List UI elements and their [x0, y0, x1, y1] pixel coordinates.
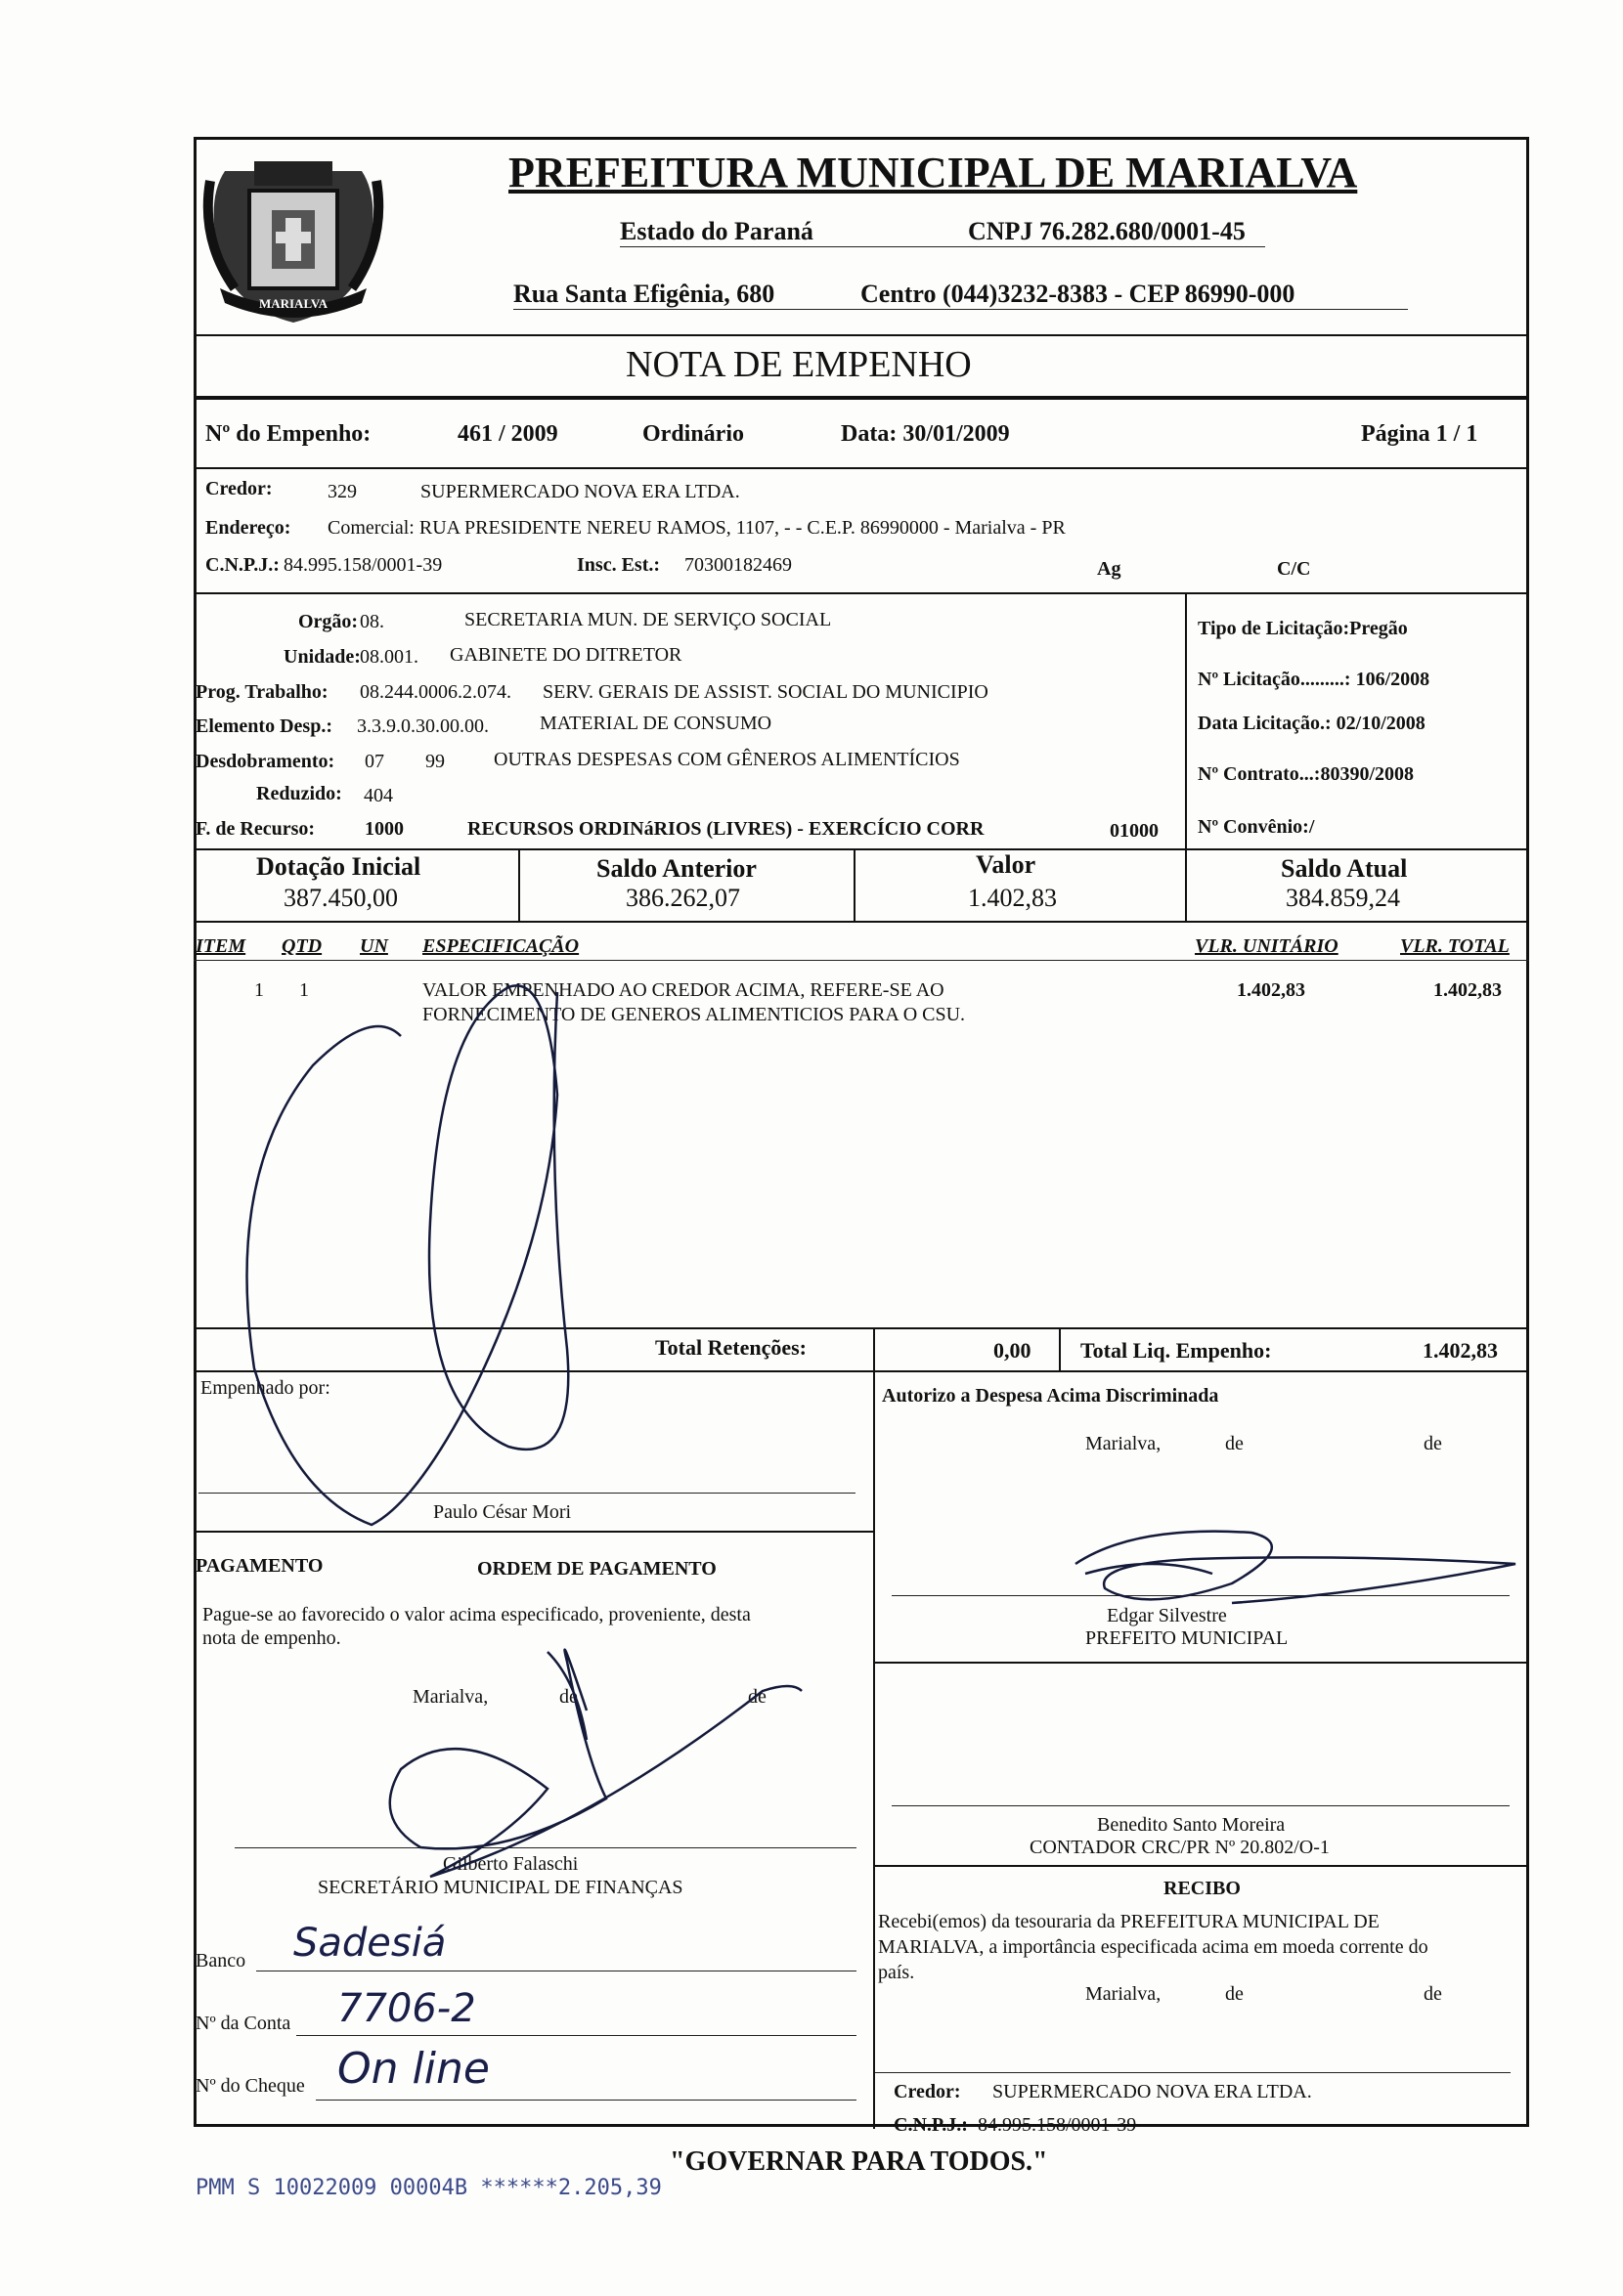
cheque-handwritten: On line	[337, 2044, 490, 2094]
dotacao-inicial-value: 387.450,00	[284, 884, 398, 912]
pagamento-text-line1: Pague-se ao favorecido o valor acima especificado, proveniente, desta	[202, 1604, 751, 1625]
credor-code: 329	[328, 481, 357, 502]
conta-handwritten: 7706-2	[337, 1986, 476, 2031]
divider	[518, 848, 520, 921]
cc-label: C/C	[1277, 558, 1311, 580]
conta-label: Nº da Conta	[196, 2013, 291, 2034]
elemento-code: 3.3.9.0.30.00.00.	[357, 715, 489, 737]
total-liquido-value: 1.402,83	[1423, 1338, 1498, 1363]
divider	[873, 1662, 1529, 1664]
total-retencoes-label: Total Retenções:	[655, 1335, 807, 1360]
payment-stamp: PMM S 10022009 00004B ******2.205,39	[196, 2176, 662, 2200]
banco-label: Banco	[196, 1950, 246, 1971]
valor-label: Valor	[976, 850, 1036, 879]
col-header-qtd: QTD	[282, 935, 323, 957]
col-header-vlr-unitario: VLR. UNITÁRIO	[1195, 935, 1338, 957]
recurso-code: 1000	[365, 818, 404, 840]
signature-line	[892, 1805, 1510, 1806]
reduzido-value: 404	[364, 785, 393, 806]
autorizo-de1: de	[1225, 1433, 1244, 1454]
licitacao-tipo: Tipo de Licitação:Pregão	[1198, 618, 1408, 639]
divider	[1059, 1327, 1061, 1370]
empenhado-por-name: Paulo César Mori	[433, 1501, 572, 1523]
cheque-label: Nº do Cheque	[196, 2075, 305, 2097]
recibo-de1: de	[1225, 1983, 1244, 2005]
saldo-anterior-label: Saldo Anterior	[596, 854, 757, 883]
total-retencoes-value: 0,00	[993, 1338, 1031, 1363]
item-desc-line2: FORNECIMENTO DE GENEROS ALIMENTICIOS PARA O CSU.	[422, 1004, 966, 1025]
state-name: Estado do Paraná	[620, 217, 813, 245]
signature-line	[875, 2072, 1511, 2073]
empenho-label: Nº do Empenho:	[205, 421, 372, 447]
contador-name: Benedito Santo Moreira	[1097, 1814, 1286, 1836]
reduzido-label: Reduzido:	[256, 783, 342, 804]
desdobramento-name: OUTRAS DESPESAS COM GÊNEROS ALIMENTÍCIOS	[494, 749, 960, 770]
contrato-numero: Nº Contrato...:80390/2008	[1198, 763, 1415, 785]
motto: "GOVERNAR PARA TODOS."	[670, 2146, 1048, 2177]
cnpj-header: CNPJ 76.282.680/0001-45	[968, 217, 1246, 245]
contador-role: CONTADOR CRC/PR Nº 20.802/O-1	[1030, 1837, 1330, 1858]
empenhado-por-label: Empenhado por:	[200, 1377, 330, 1399]
signature-line	[198, 1493, 855, 1494]
pagamento-label: PAGAMENTO	[196, 1555, 324, 1577]
empenho-date: Data: 30/01/2009	[841, 421, 1010, 447]
recibo-credor-label: Credor:	[894, 2081, 961, 2102]
autorizo-de2: de	[1424, 1433, 1442, 1454]
saldo-atual-label: Saldo Atual	[1281, 854, 1408, 883]
divider	[873, 1327, 875, 2129]
licitacao-numero: Nº Licitação.........: 106/2008	[1198, 669, 1430, 690]
address-label: Endereço:	[205, 517, 291, 539]
document-title: NOTA DE EMPENHO	[626, 344, 972, 385]
ie-label: Insc. Est.:	[577, 554, 661, 576]
recibo-credor-name: SUPERMERCADO NOVA ERA LTDA.	[992, 2081, 1312, 2102]
prog-code: 08.244.0006.2.074.	[360, 681, 511, 703]
recibo-text-line1: Recebi(emos) da tesouraria da PREFEITURA MUNICIPAL DE	[878, 1911, 1380, 1932]
cheque-line	[316, 2100, 856, 2101]
recibo-cnpj: 84.995.158/0001-39	[978, 2114, 1137, 2136]
pagamento-city: Marialva,	[413, 1686, 489, 1708]
divider	[1185, 592, 1187, 848]
recibo-cnpj-label: C.N.P.J.:	[894, 2114, 968, 2136]
banco-handwritten: Sadesiá	[293, 1921, 447, 1966]
item-number: 1	[254, 979, 264, 1001]
col-header-un: UN	[360, 935, 388, 957]
divider	[194, 467, 1529, 469]
divider	[194, 334, 1529, 336]
orgao-code: 08.	[360, 611, 384, 632]
signature-line	[892, 1595, 1510, 1596]
prog-name: SERV. GERAIS DE ASSIST. SOCIAL DO MUNICIPIO	[543, 681, 988, 703]
ag-label: Ag	[1097, 558, 1121, 580]
col-header-vlr-total: VLR. TOTAL	[1400, 935, 1510, 957]
divider	[194, 1370, 1529, 1372]
divider	[854, 848, 855, 921]
divider	[194, 848, 1529, 850]
prefeito-role: PREFEITO MUNICIPAL	[1085, 1627, 1289, 1649]
autorizo-city: Marialva,	[1085, 1433, 1162, 1454]
divider	[873, 1865, 1529, 1867]
pagamento-de1: de	[559, 1686, 578, 1708]
recibo-label: RECIBO	[1163, 1878, 1241, 1899]
district-phone-header: Centro (044)3232-8383 - CEP 86990-000	[860, 280, 1295, 308]
credor-cnpj: 84.995.158/0001-39	[284, 554, 443, 576]
autorizo-label: Autorizo a Despesa Acima Discriminada	[882, 1385, 1219, 1407]
col-header-especificacao: ESPECIFICAÇÃO	[422, 935, 580, 957]
desdobramento-code2: 99	[425, 751, 445, 772]
licitacao-data: Data Licitação.: 02/10/2008	[1198, 713, 1426, 734]
item-vlr-unitario: 1.402,83	[1237, 979, 1305, 1001]
item-qtd: 1	[299, 979, 309, 1001]
secretario-role: SECRETÁRIO MUNICIPAL DE FINANÇAS	[318, 1877, 683, 1898]
recibo-city: Marialva,	[1085, 1983, 1162, 2005]
divider	[1185, 848, 1187, 921]
pagamento-text-line2: nota de empenho.	[202, 1627, 341, 1649]
cnpj-label: C.N.P.J.:	[205, 554, 280, 576]
orgao-name: SECRETARIA MUN. DE SERVIÇO SOCIAL	[464, 609, 832, 630]
address-underline	[513, 309, 1408, 310]
dotacao-inicial-label: Dotação Inicial	[256, 852, 421, 881]
secretario-name: Gilberto Falaschi	[443, 1853, 579, 1875]
svg-text:MARIALVA: MARIALVA	[258, 296, 329, 311]
recibo-text-line3: país.	[878, 1962, 915, 1983]
credor-address: Comercial: RUA PRESIDENTE NEREU RAMOS, 1107, - - C.E.P. 86990000 - Marialva - PR	[328, 517, 1066, 539]
credor-label: Credor:	[205, 478, 273, 499]
valor-value: 1.402,83	[968, 884, 1057, 912]
divider	[194, 921, 1529, 923]
address-header: Rua Santa Efigênia, 680	[513, 280, 775, 308]
empenho-number: 461 / 2009	[458, 421, 558, 447]
total-liquido-label: Total Liq. Empenho:	[1080, 1338, 1272, 1363]
convenio-numero: Nº Convênio:/	[1198, 816, 1315, 838]
item-desc-line1: VALOR EMPENHADO AO CREDOR ACIMA, REFERE-SE AO	[422, 979, 944, 1001]
conta-line	[296, 2035, 856, 2036]
col-header-item: ITEM	[196, 935, 246, 957]
desdobramento-code: 07	[365, 751, 384, 772]
empenho-type: Ordinário	[642, 421, 745, 447]
credor-name: SUPERMERCADO NOVA ERA LTDA.	[420, 481, 740, 502]
signature-line	[235, 1847, 856, 1848]
prog-label: Prog. Trabalho:	[196, 681, 329, 703]
recurso-label: F. de Recurso:	[196, 818, 316, 840]
item-vlr-total: 1.402,83	[1433, 979, 1502, 1001]
credor-ie: 70300182469	[684, 554, 792, 576]
recibo-de2: de	[1424, 1983, 1442, 2005]
divider	[194, 960, 1529, 961]
recurso-name: RECURSOS ORDINáRIOS (LIVRES) - EXERCÍCIO CORR	[467, 818, 985, 840]
municipality-title: PREFEITURA MUNICIPAL DE MARIALVA	[508, 149, 1358, 196]
prefeito-name: Edgar Silvestre	[1107, 1605, 1227, 1626]
unidade-label: Unidade:	[284, 646, 361, 668]
elemento-name: MATERIAL DE CONSUMO	[540, 713, 772, 734]
recibo-text-line2: MARIALVA, a importância especificada acima em moeda corrente do	[878, 1936, 1428, 1958]
municipal-crest-logo	[196, 142, 391, 327]
unidade-code: 08.001.	[360, 646, 418, 668]
unidade-name: GABINETE DO DITRETOR	[450, 644, 682, 666]
orgao-label: Orgão:	[298, 611, 359, 632]
divider	[194, 1327, 1529, 1329]
divider	[194, 1531, 873, 1533]
divider	[194, 396, 1529, 400]
saldo-atual-value: 384.859,24	[1286, 884, 1400, 912]
recurso-code2: 01000	[1110, 820, 1159, 842]
page-number: Página 1 / 1	[1361, 421, 1478, 447]
desdobramento-label: Desdobramento:	[196, 751, 335, 772]
divider	[194, 592, 1529, 594]
header-underline	[620, 246, 1265, 247]
ordem-pagamento-label: ORDEM DE PAGAMENTO	[477, 1558, 717, 1580]
pagamento-de2: de	[748, 1686, 767, 1708]
elemento-label: Elemento Desp.:	[196, 715, 332, 737]
saldo-anterior-value: 386.262,07	[626, 884, 740, 912]
